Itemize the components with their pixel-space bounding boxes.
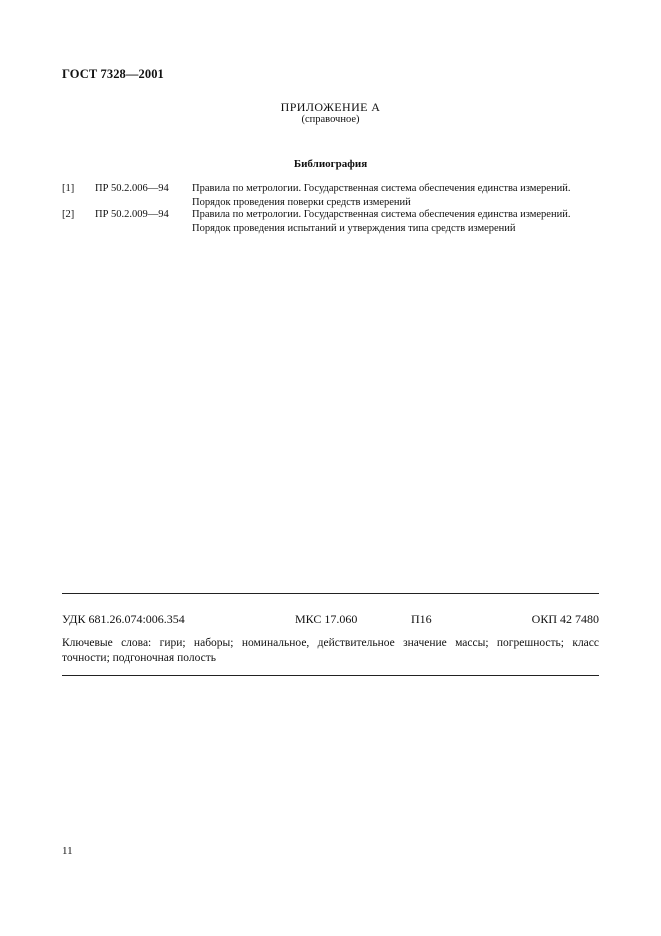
udk-code: УДК 681.26.074:006.354 bbox=[62, 612, 185, 626]
bibliography-entry bbox=[62, 182, 602, 209]
bibliography-entry-code: ПР 50.2.009—94 bbox=[95, 209, 169, 220]
appendix-title: ПРИЛОЖЕНИЕ А bbox=[280, 100, 381, 114]
document-code: ГОСТ 7328—2001 bbox=[62, 67, 164, 81]
bibliography-entry-number: [1] bbox=[62, 183, 75, 194]
bibliography-heading: Библиография bbox=[293, 158, 368, 170]
bibliography-entry-number: [2] bbox=[62, 209, 75, 220]
page-number: 11 bbox=[62, 845, 73, 857]
keywords-text: Ключевые слова: гири; наборы; номинальное, действительное значение массы; погрешность; класс точности; подгоночная полость bbox=[62, 637, 599, 664]
p-code: П16 bbox=[411, 612, 432, 626]
bibliography-entry-code: ПР 50.2.006—94 bbox=[95, 183, 169, 194]
okp-code: ОКП 42 7480 bbox=[531, 612, 599, 626]
bibliography-entry bbox=[62, 208, 602, 235]
bottom-divider bbox=[62, 675, 599, 676]
bibliography-entry-text: Правила по метрологии. Государственная система обеспечения единства измерений. Порядок проведения испытаний и утверждения типа средств измерений bbox=[192, 209, 571, 234]
mks-code: МКС 17.060 bbox=[295, 612, 358, 626]
top-divider bbox=[62, 593, 599, 594]
appendix-subtitle: (справочное) bbox=[301, 114, 360, 125]
bibliography-entry-text: Правила по метрологии. Государственная система обеспечения единства измерений. Порядок проведения поверки средств измерений bbox=[192, 183, 571, 208]
